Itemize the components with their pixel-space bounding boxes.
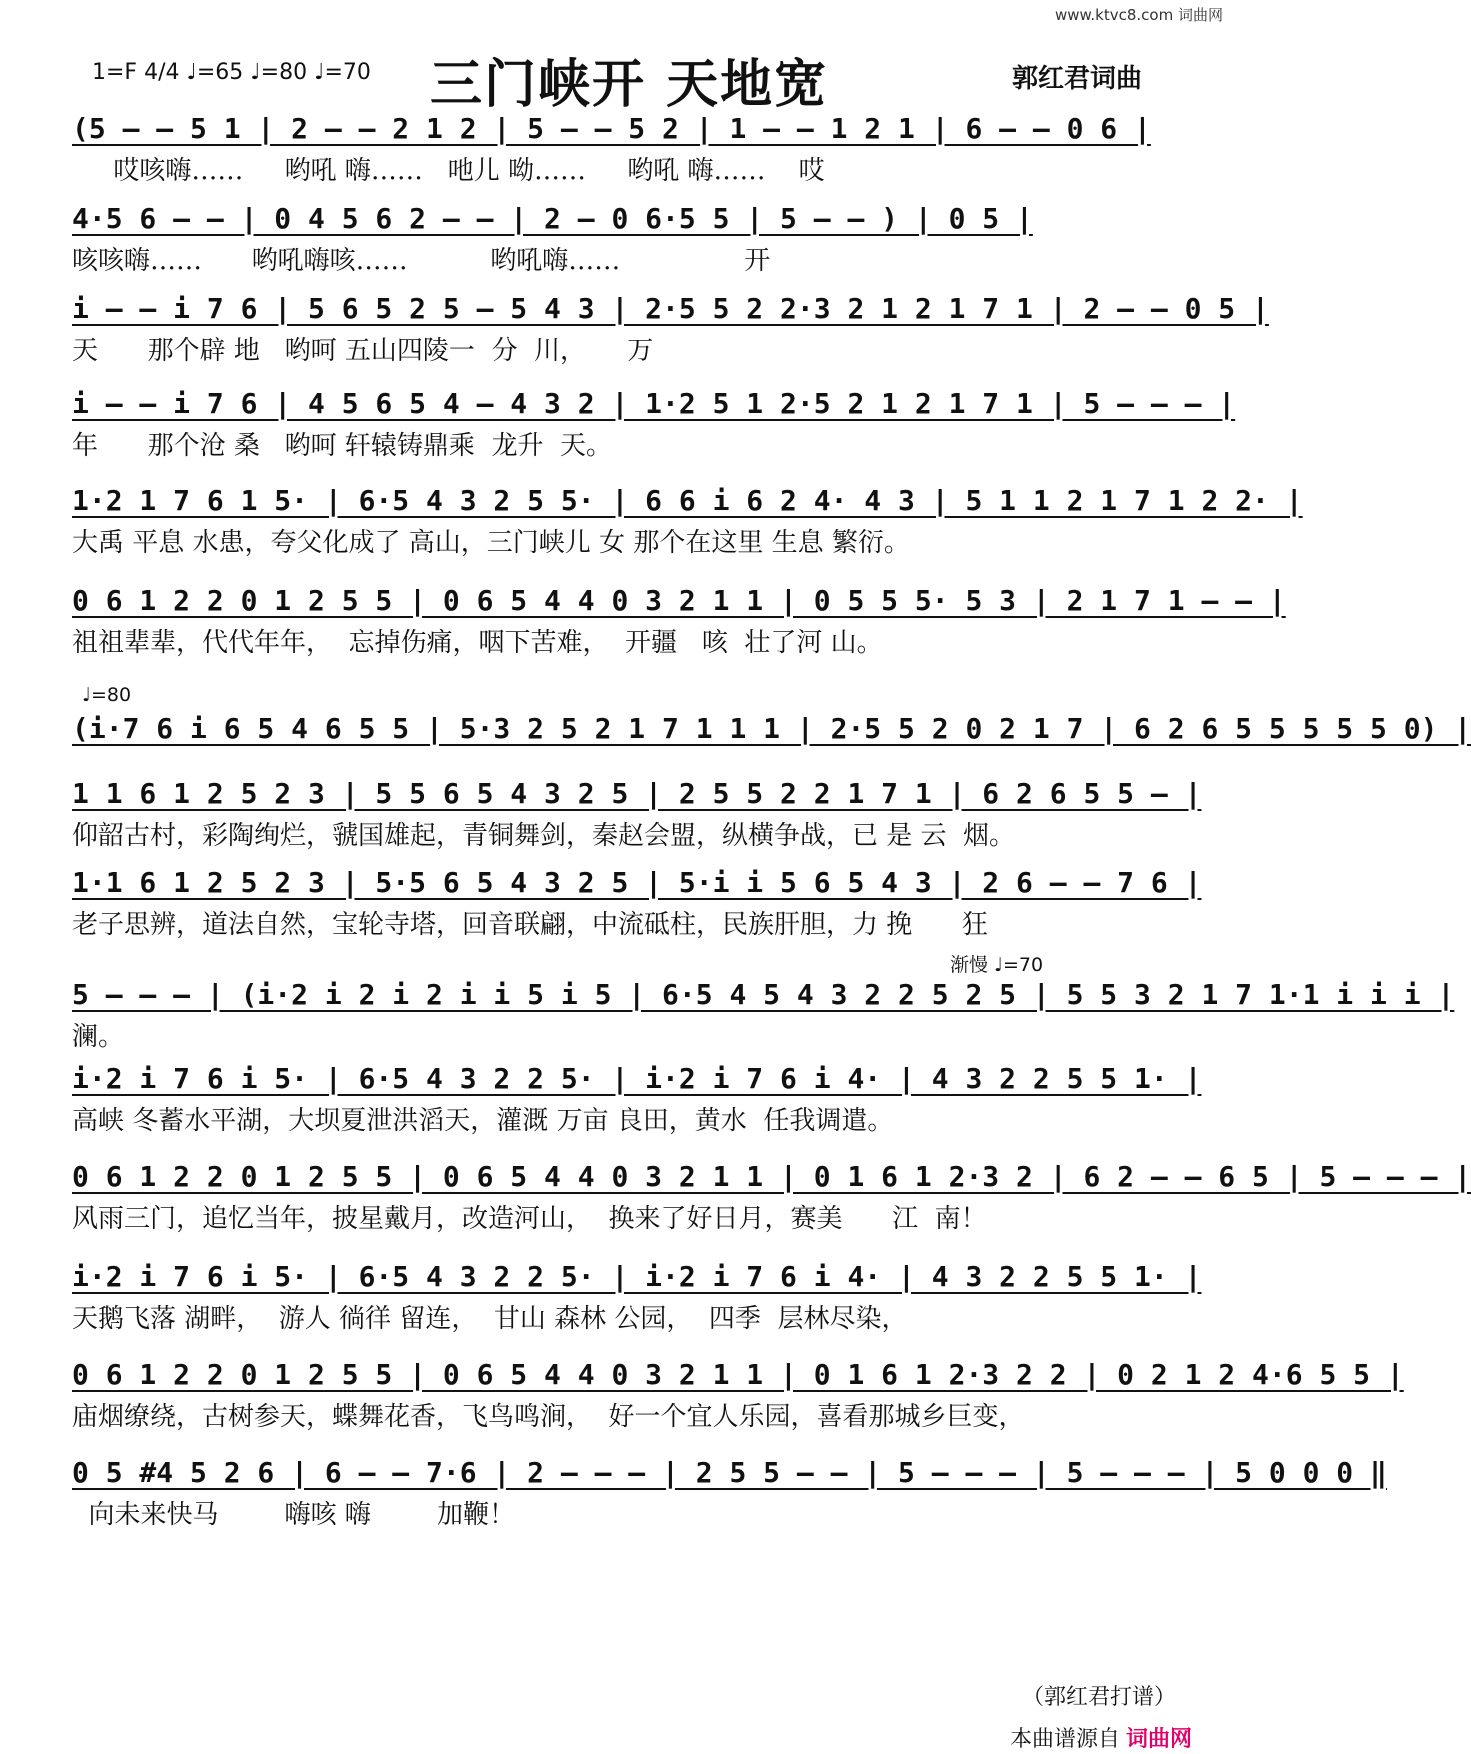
score-header bbox=[0, 42, 1237, 115]
song-title: 三门峡开 天地宽 bbox=[430, 55, 829, 115]
score-system-7 bbox=[72, 710, 1471, 748]
score-system-11 bbox=[72, 1060, 1202, 1138]
notation-line: 0 6 1 2 2 0 1 2 5 5 | 0 6 5 4 4 0 3 2 1 1 | 0 1 6 1 2·3 2 2 | 0 2 1 2 4·6 5 5 | bbox=[72, 1358, 1404, 1391]
lyric-line: 祖祖辈辈，代代年年， 忘掉伤痛，咽下苦难， 开疆 咳 壮了河 山。 bbox=[72, 628, 883, 658]
lyric-line: 仰韶古村，彩陶绚烂，虢国雄起，青铜舞剑，秦赵会盟，纵横争战，已 是 云 烟。 bbox=[72, 821, 1016, 851]
score-system-12 bbox=[72, 1158, 1471, 1236]
score-system-14 bbox=[72, 1356, 1404, 1434]
notation-line: i – – i 7 6 | 4 5 6 5 4 – 4 3 2 | 1·2 5 1 2·5 2 1 2 1 7 1 | 5 – – – | bbox=[72, 387, 1236, 420]
transcriber-credit: （郭红君打谱） bbox=[1022, 1685, 1177, 1710]
score-system-15 bbox=[72, 1454, 1387, 1532]
lyric-line: 风雨三门，追忆当年，披星戴月，改造河山， 换来了好日月，赛美 江 南！ bbox=[72, 1204, 987, 1234]
lyric-line: 年 那个沧 桑 哟呵 轩辕铸鼎乘 龙升 天。 bbox=[72, 431, 612, 461]
notation-line: i·2 i 7 6 i 5· | 6·5 4 3 2 2 5· | i·2 i 7 6 i 4· | 4 3 2 2 5 5 1· | bbox=[72, 1260, 1202, 1293]
score-system-2 bbox=[72, 200, 1182, 278]
footer-source: 本曲谱源自 bbox=[1010, 1727, 1121, 1752]
lyric-line: 大禹 平息 水患，夸父化成了 高山，三门峡儿 女 那个在这里 生息 繁衍。 bbox=[72, 528, 910, 558]
author: 郭红君词曲 bbox=[1012, 64, 1143, 94]
lyric-line: 咳咳嗨…… 哟吼嗨咳…… 哟吼嗨…… 开 bbox=[72, 246, 771, 276]
footer-brand: 词曲网 bbox=[1126, 1727, 1193, 1752]
lyric-line: 向未来快马 嗨咳 嗨 加鞭！ bbox=[72, 1500, 516, 1530]
notation-line: 5 – – – | (i·2 i 2 i 2 i i 5 i 5 | 6·5 4 5 4 3 2 2 5 2 5 | 5 5 3 2 1 7 1·1 i i i | bbox=[72, 978, 1455, 1011]
lyric-line: 哎咳嗨…… 哟吼 嗨…… 吔儿 呦…… 哟吼 嗨…… 哎 bbox=[72, 156, 825, 186]
lyric-line: 高峡 冬蓄水平湖，大坝夏泄洪滔天，灌溉 万亩 良田，黄水 任我调遣。 bbox=[72, 1106, 894, 1136]
lyric-line: 天鹅飞落 湖畔， 游人 徜徉 留连， 甘山 森林 公园， 四季 层林尽染， bbox=[72, 1304, 908, 1334]
notation-line: (i·7 6 i 6 5 4 6 5 5 | 5·3 2 5 2 1 7 1 1 1 | 2·5 5 2 0 2 1 7 | 6 2 6 5 5 5 5 5 0) | bbox=[72, 712, 1471, 745]
lyric-line: 庙烟缭绕，古树参天，蝶舞花香，飞鸟鸣涧， 好一个宜人乐园，喜看那城乡巨变， bbox=[72, 1402, 1025, 1432]
score-system-3 bbox=[72, 290, 1269, 368]
score-system-1 bbox=[72, 110, 1182, 188]
lyric-line: 澜。 bbox=[72, 1022, 125, 1052]
score-system-5 bbox=[72, 482, 1303, 560]
score-system-10 bbox=[72, 976, 1455, 1054]
lyric-line: 老子思辨，道法自然，宝轮寺塔，回音联翩，中流砥柱，民族肝胆，力 挽 狂 bbox=[72, 910, 988, 940]
tempo-mark-70: 渐慢 ♩=70 bbox=[950, 954, 1044, 976]
notation-line: 0 6 1 2 2 0 1 2 5 5 | 0 6 5 4 4 0 3 2 1 1 | 0 1 6 1 2·3 2 | 6 2 – – 6 5 | 5 – – – | bbox=[72, 1160, 1471, 1193]
watermark: www.ktvc8.com 词曲网 bbox=[1054, 6, 1223, 24]
notation-line: 1·1 6 1 2 5 2 3 | 5·5 6 5 4 3 2 5 | 5·i i 5 6 5 4 3 | 2 6 – – 7 6 | bbox=[72, 866, 1202, 899]
notation-line: i·2 i 7 6 i 5· | 6·5 4 3 2 2 5· | i·2 i 7 6 i 4· | 4 3 2 2 5 5 1· | bbox=[72, 1062, 1202, 1095]
score-system-9 bbox=[72, 864, 1202, 942]
tempo-mark-80: ♩=80 bbox=[82, 684, 132, 706]
notation-line: (5 – – 5 1 | 2 – – 2 1 2 | 5 – – 5 2 | 1 – – 1 2 1 | 6 – – 0 6 | bbox=[72, 112, 1151, 145]
notation-line: 0 5 #4 5 2 6 | 6 – – 7·6 | 2 – – – | 2 5 5 – – | 5 – – – | 5 – – – | 5 0 0 0 ‖ bbox=[72, 1456, 1387, 1489]
notation-line: 1·2 1 7 6 1 5· | 6·5 4 3 2 5 5· | 6 6 i 6 2 4· 4 3 | 5 1 1 2 1 7 1 2 2· | bbox=[72, 484, 1303, 517]
footer bbox=[1010, 1722, 1192, 1753]
score-system-13 bbox=[72, 1258, 1202, 1336]
score-system-4 bbox=[72, 385, 1236, 463]
key-tempo-info: 1=F 4/4 ♩=65 ♩=80 ♩=70 bbox=[92, 60, 371, 85]
score-system-6 bbox=[72, 582, 1286, 660]
lyric-line: 天 那个辟 地 哟呵 五山四陵一 分 川， 万 bbox=[72, 336, 654, 366]
notation-line: 4·5 6 – – | 0 4 5 6 2 – – | 2 – 0 6·5 5 | 5 – – ) | 0 5 | bbox=[72, 202, 1033, 235]
notation-line: 0 6 1 2 2 0 1 2 5 5 | 0 6 5 4 4 0 3 2 1 1 | 0 5 5 5· 5 3 | 2 1 7 1 – – | bbox=[72, 584, 1286, 617]
notation-line: i – – i 7 6 | 5 6 5 2 5 – 5 4 3 | 2·5 5 2 2·3 2 1 2 1 7 1 | 2 – – 0 5 | bbox=[72, 292, 1269, 325]
notation-line: 1 1 6 1 2 5 2 3 | 5 5 6 5 4 3 2 5 | 2 5 5 2 2 1 7 1 | 6 2 6 5 5 – | bbox=[72, 777, 1202, 810]
score-system-8 bbox=[72, 775, 1202, 853]
